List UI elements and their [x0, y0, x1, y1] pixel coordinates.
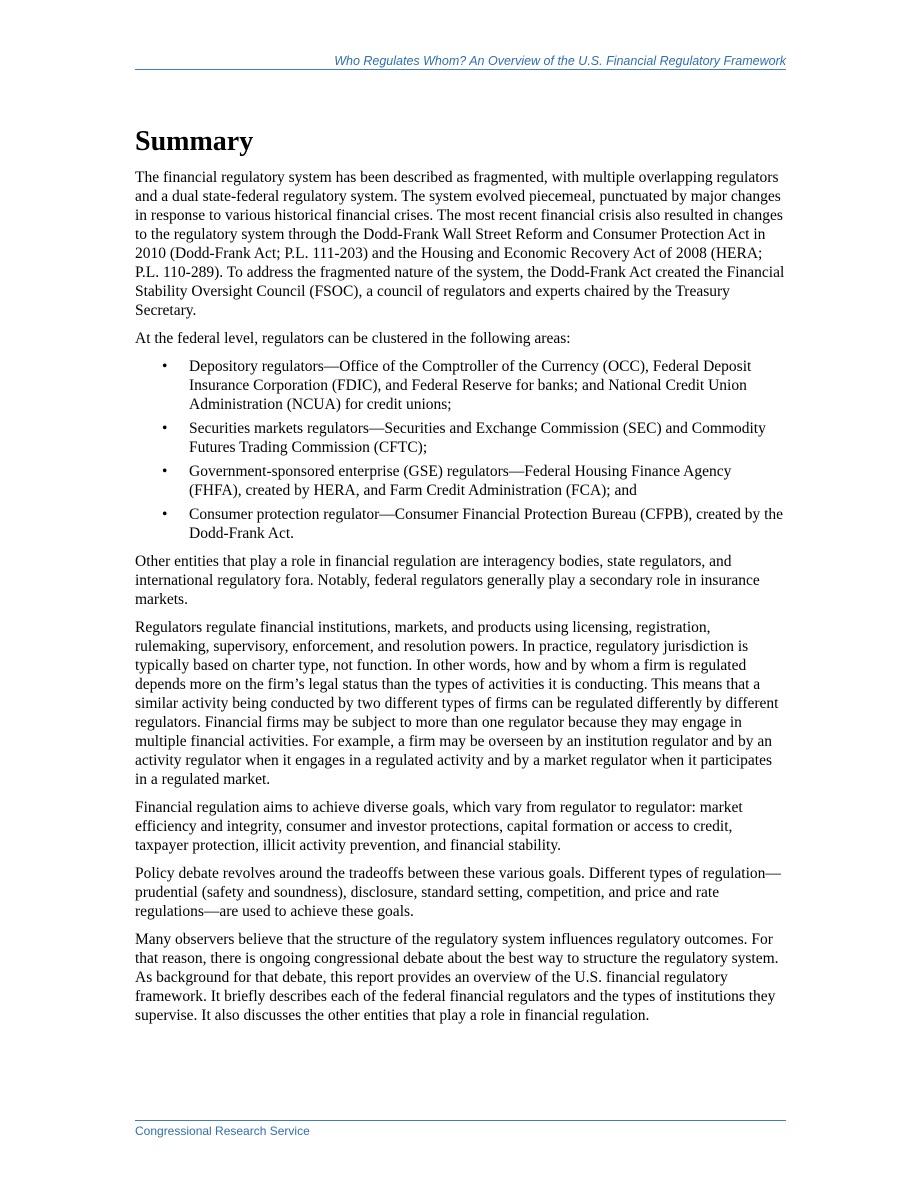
list-item-text: Securities markets regulators—Securities and Exchange Commission (SEC) and Commodity Futures Trading Commission (CFTC);	[189, 420, 766, 456]
body-paragraph: Financial regulation aims to achieve diverse goals, which vary from regulator to regulator: market efficiency and integrity, consumer and investor protections, capital formation or access to credit, taxpayer protection, illicit activity prevention, and financial stability.	[135, 799, 743, 854]
bullet-icon: •	[162, 506, 168, 523]
body-paragraph: Regulators regulate financial institutions, markets, and products using licensing, registration, rulemaking, supervisory, enforcement, and resolution powers. In practice, regulatory jurisdiction is typically based on charter type, not function. In other words, how and by whom a firm is regulated depends more on the firm’s legal status than the types of activities it is conducting. This means that a similar activity being conducted by two different types of firms can be regulated differently by different regulators. Financial firms may be subject to more than one regulator because they may engage in multiple financial activities. For example, a firm may be overseen by an institution regulator and by an activity regulator when it engages in a regulated activity and by a market regulator when it participates in a regulated market.	[135, 619, 779, 788]
page-title: Summary	[135, 126, 254, 157]
footer-organization: Congressional Research Service	[135, 1124, 310, 1138]
list-item-text: Consumer protection regulator—Consumer Financial Protection Bureau (CFPB), created by the Dodd-Frank Act.	[189, 506, 784, 542]
summary-section	[135, 123, 786, 1034]
list-intro-paragraph: At the federal level, regulators can be clustered in the following areas:	[135, 330, 571, 347]
list-item-text: Depository regulators—Office of the Comptroller of the Currency (OCC), Federal Deposit Insurance Corporation (FDIC), and Federal Reserve for banks; and National Credit Union Administration (NCUA) for credit unions;	[189, 358, 752, 413]
body-paragraph: Policy debate revolves around the tradeoffs between these various goals. Different types of regulation—prudential (safety and soundness), disclosure, standard setting, competition, and price and rate regulations—are used to achieve these goals.	[135, 865, 781, 920]
regulator-list	[135, 357, 786, 543]
intro-paragraph: The financial regulatory system has been described as fragmented, with multiple overlapping regulators and a dual state-federal regulatory system. The system evolved piecemeal, punctuated by major changes in response to various historical financial crises. The most recent financial crisis also resulted in changes to the regulatory system through the Dodd-Frank Wall Street Reform and Consumer Protection Act in 2010 (Dodd-Frank Act; P.L. 111-203) and the Housing and Economic Recovery Act of 2008 (HERA; P.L. 110-289). To address the fragmented nature of the system, the Dodd-Frank Act created the Financial Stability Oversight Council (FSOC), a council of regulators and experts chaired by the Treasury Secretary.	[135, 169, 785, 319]
body-paragraph: Many observers believe that the structure of the regulatory system influences regulatory outcomes. For that reason, there is ongoing congressional debate about the best way to structure the regulatory system. As background for that debate, this report provides an overview of the U.S. financial regulatory framework. It briefly describes each of the federal financial regulators and the types of institutions they supervise. It also discusses the other entities that play a role in financial regulation.	[135, 931, 779, 1024]
bullet-icon: •	[162, 420, 168, 437]
list-item	[135, 419, 786, 457]
body-paragraph: Other entities that play a role in financial regulation are interagency bodies, state regulators, and international regulatory fora. Notably, federal regulators generally play a secondary role in insurance markets.	[135, 553, 760, 608]
list-item	[135, 357, 786, 414]
running-header: Who Regulates Whom? An Overview of the U.S. Financial Regulatory Framework	[135, 54, 786, 70]
page-footer	[135, 1120, 786, 1138]
list-item	[135, 462, 786, 500]
list-item-text: Government-sponsored enterprise (GSE) regulators—Federal Housing Finance Agency (FHFA), created by HERA, and Farm Credit Administration (FCA); and	[189, 463, 732, 499]
bullet-icon: •	[162, 463, 168, 480]
list-item	[135, 505, 786, 543]
bullet-icon: •	[162, 358, 168, 375]
